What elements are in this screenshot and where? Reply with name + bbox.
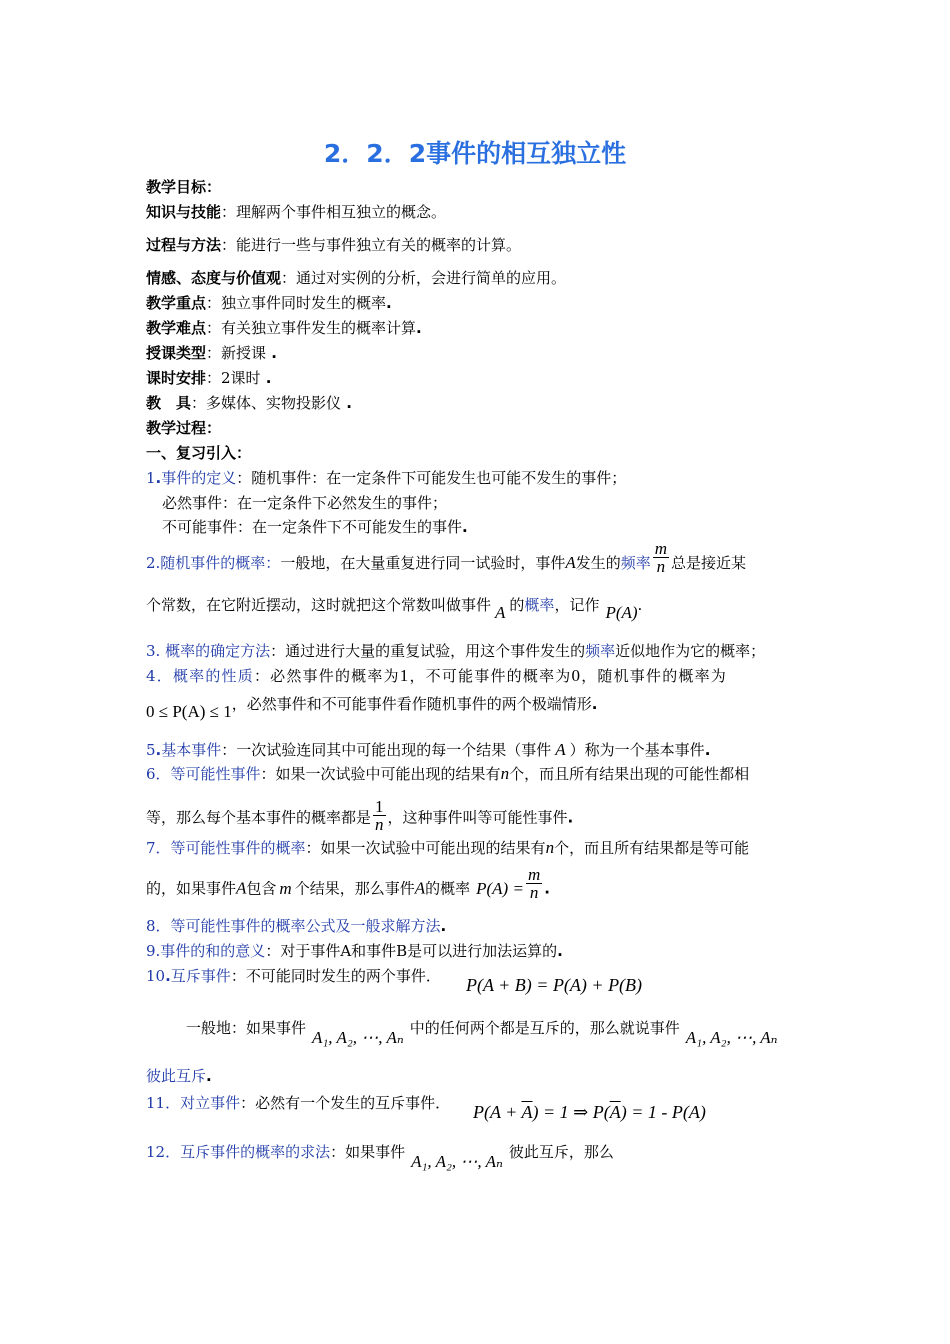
- lesson-hours-label: 课时安排: [146, 369, 207, 387]
- item-3: [146, 641, 765, 661]
- item-7-n: n: [545, 838, 555, 857]
- item-6-fraction-num: 1: [375, 797, 384, 816]
- difficulty-text: ：有关独立事件发生的概率计算: [206, 319, 417, 337]
- item-3-text-b: 近似地作为它的概率；: [615, 642, 766, 660]
- item-7-text-a: ：如果一次试验中可能出现的结果有: [305, 839, 546, 857]
- item-6-fraction-den: n: [375, 815, 384, 834]
- item-6-line-2: 等，那么每个基本事件的概率都是 $\frac{1}{n}$ ，这种事件叫等可能性事件.: [146, 797, 574, 834]
- item-10-line-2-b: 中的任何两个都是互斥的，那么就说事件: [409, 1019, 680, 1037]
- item-4: [146, 666, 727, 686]
- item-6: [146, 764, 749, 784]
- review-heading: 一、复习引入：: [146, 444, 252, 462]
- item-10: 10.互斥事件：不可能同时发生的两个事件．: [146, 967, 441, 985]
- key-point: 教学重点：独立事件同时发生的概率.: [146, 294, 392, 312]
- difficulty-label: 教学难点: [146, 319, 207, 337]
- item-1-text: ：随机事件：在一定条件下可能发生也可能不发生的事件；: [236, 469, 627, 487]
- item-7-line-2: 的，如果事件A包含 m 个结果，那么事件A的概率 P(A) = $\frac{m}{n}$ .: [146, 865, 550, 902]
- item-10-line-3: 彼此互斥.: [146, 1067, 212, 1085]
- item-12-text-a: ：如果事件: [330, 1143, 406, 1161]
- item-11: [146, 1093, 450, 1113]
- objective-knowledge-label: 知识与技能: [146, 203, 222, 221]
- item-7-line-2-b: 包含: [246, 879, 277, 898]
- item-2-text-b: 发生的: [575, 554, 621, 572]
- item-6-label: 6．等可能性事件: [146, 765, 261, 783]
- item-1-line-3: 不可能事件：在一定条件下不可能发生的事件.: [162, 518, 468, 536]
- item-5-event-a: A: [555, 740, 566, 759]
- item-5-text-b: ）称为一个基本事件: [569, 741, 705, 759]
- item-6-n: n: [500, 764, 510, 783]
- item-7-event-a: A: [236, 878, 247, 898]
- objective-emotion-label: 情感、态度与价值观: [146, 269, 282, 287]
- item-10-line-2: [186, 1018, 778, 1047]
- item-2-text-c: 总是接近某: [671, 554, 747, 572]
- item-6-text-b: 个，而且所有结果出现的可能性都相: [509, 765, 750, 783]
- sum-formula: P(A + B) = P(A) + P(B): [466, 975, 643, 995]
- item-3-frequency: 频率: [585, 642, 616, 660]
- teaching-tools-label: 教 具: [146, 394, 192, 412]
- item-12-seq: A₁, A₂, ⋯, Aₙ: [411, 1152, 503, 1171]
- opposite-formula-c: ) = 1 ⇒ P(: [532, 1102, 610, 1122]
- item-7-m: m: [279, 878, 292, 898]
- objective-process: [146, 235, 521, 255]
- item-12-label: 12．互斥事件的概率的求法: [146, 1143, 331, 1161]
- teaching-tools-text: ：多媒体、实物投影仪: [191, 394, 342, 412]
- objectives-heading: 教学目标：: [146, 178, 222, 196]
- item-6-fraction: [373, 798, 386, 833]
- key-point-text: ：独立事件同时发生的概率: [206, 294, 387, 312]
- teaching-tools: 教 具：多媒体、实物投影仪 .: [146, 394, 352, 412]
- item-10-number: 10: [146, 967, 166, 985]
- item-1-label: 事件的定义: [161, 469, 237, 487]
- item-10-line-2-a: 一般地：如果事件: [186, 1019, 307, 1037]
- objective-emotion-text: ：通过对实例的分析，会进行简单的应用。: [281, 269, 567, 287]
- item-10-label: 互斥事件: [170, 967, 231, 985]
- item-4-label: 4．概率的性质: [146, 667, 254, 685]
- difficulty-point: 教学难点：有关独立事件发生的概率计算.: [146, 319, 422, 337]
- key-point-label: 教学重点: [146, 294, 207, 312]
- item-7-pa-eq: P(A) =: [476, 878, 524, 898]
- item-11-text: ：必然有一个发生的互斥事件．: [240, 1094, 451, 1112]
- item-2-event-a-2: A: [495, 603, 506, 622]
- item-7-fraction-den: n: [529, 883, 539, 902]
- opposite-formula-a: P(A +: [473, 1102, 522, 1122]
- item-7-fraction: [526, 866, 542, 901]
- item-6-line-2-a: 等，那么每个基本事件的概率都是: [146, 808, 372, 827]
- item-4-one: 1: [399, 666, 410, 685]
- objective-process-text: ：能进行一些与事件独立有关的概率的计算。: [221, 236, 522, 254]
- item-6-line-2-b: ，这种事件叫等可能性事件: [387, 808, 568, 827]
- item-10-seq-2: A₁, A₂, ⋯, Aₙ: [685, 1028, 778, 1047]
- item-2-fraction: [653, 540, 669, 575]
- lesson-type-text: ：新授课: [206, 344, 267, 362]
- item-7: [146, 838, 749, 858]
- item-2-line-2-b: 的: [509, 596, 525, 614]
- item-10-seq-1: A₁, A₂, ⋯, Aₙ: [312, 1028, 404, 1047]
- item-7-text-b: 个，而且所有结果都是等可能: [554, 839, 750, 857]
- item-5: 5.基本事件：一次试验连同其中可能出现的每一个结果（事件 A ）称为一个基本事件.: [146, 740, 711, 759]
- item-7-fraction-num: m: [527, 865, 541, 884]
- item-4-zero: 0: [571, 666, 582, 685]
- item-7-line-2-d: 的概率: [425, 879, 471, 898]
- item-7-label: 7．等可能性事件的概率: [146, 839, 306, 857]
- item-2-line-2: 个常数，在它附近摆动，这时就把这个常数叫做事件 A 的概率，记作 P(A).: [146, 596, 643, 622]
- item-2-fraction-den: n: [656, 556, 666, 576]
- item-8-label: 8．等可能性事件的概率公式及一般求解方法: [146, 917, 441, 935]
- item-4-line-2-text: ，必然事件和不可能事件看作随机事件的两个极端情形: [231, 695, 592, 713]
- objective-emotion: [146, 268, 566, 288]
- item-1: 1.事件的定义：随机事件：在一定条件下可能发生也可能不发生的事件；: [146, 469, 627, 487]
- item-11-label: 11．对立事件: [146, 1094, 241, 1112]
- item-2-frequency: 频率: [620, 554, 651, 572]
- item-2-event-a: A: [565, 553, 576, 572]
- item-10-line-3-text: 彼此互斥: [146, 1067, 207, 1085]
- item-2-label: 2.随机事件的概率：: [146, 554, 281, 572]
- item-2-pa: P(A): [605, 603, 638, 622]
- item-5-text-a: ：一次试验连同其中可能出现的每一个结果（事件: [221, 741, 552, 759]
- item-9-text: ：对于事件A和事件B是可以进行加法运算的: [265, 942, 558, 960]
- objective-knowledge-text: ：理解两个事件相互独立的概念。: [221, 203, 447, 221]
- item-9: 9.事件的和的意义：对于事件A和事件B是可以进行加法运算的.: [146, 942, 563, 960]
- item-4-line-2: 0 ≤ P(A) ≤ 1，必然事件和不可能事件看作随机事件的两个极端情形.: [146, 695, 598, 721]
- lesson-type-label: 授课类型: [146, 344, 207, 362]
- item-2: [146, 538, 747, 576]
- lesson-hours: 课时安排：2课时 .: [146, 369, 272, 387]
- objective-process-label: 过程与方法: [146, 236, 222, 254]
- item-7-line-2-a: 的，如果事件: [146, 879, 237, 898]
- item-7-line-2-c: 个结果，那么事件: [294, 879, 415, 898]
- lesson-type: 授课类型：新授课 .: [146, 344, 277, 362]
- item-4-text-a: ：必然事件的概率为: [253, 667, 400, 685]
- page-title: 2．2．2事件的相互独立性: [323, 139, 627, 168]
- item-2-fraction-num: m: [654, 538, 668, 558]
- item-3-label: 3. 概率的确定方法: [146, 642, 271, 660]
- item-2-text-a: 一般地，在大量重复进行同一试验时，事件: [280, 554, 566, 572]
- item-8: 8．等可能性事件的概率公式及一般求解方法.: [146, 917, 447, 935]
- process-heading: 教学过程：: [146, 419, 222, 437]
- item-9-label: 9.事件的和的意义: [146, 942, 266, 960]
- item-12: [146, 1142, 614, 1171]
- item-2-line-2-a: 个常数，在它附近摆动，这时就把这个常数叫做事件: [146, 596, 492, 614]
- item-12-text-b: 彼此互斥，那么: [508, 1143, 614, 1161]
- opposite-formula: [473, 1102, 706, 1123]
- item-1-number: 1: [146, 469, 156, 487]
- item-2-line-2-c: ，记作: [554, 596, 600, 614]
- item-2-probability: 概率: [524, 596, 555, 614]
- item-4-text-b: ，不可能事件的概率为: [409, 667, 572, 685]
- item-3-text-a: ：通过进行大量的重复试验，用这个事件发生的: [270, 642, 586, 660]
- item-4-range: 0 ≤ P(A) ≤ 1: [146, 702, 232, 721]
- item-5-label: 基本事件: [161, 741, 222, 759]
- opposite-formula-abar-2: $\overline{A}$: [609, 1102, 621, 1122]
- item-5-number: 5: [146, 741, 156, 759]
- item-4-text-c: ，随机事件的概率为: [581, 667, 727, 685]
- item-6-text-a: ：如果一次试验中可能出现的结果有: [260, 765, 501, 783]
- opposite-formula-e: ) = 1 - P(A): [620, 1102, 706, 1122]
- item-10-text: ：不可能同时发生的两个事件．: [230, 967, 441, 985]
- item-1-line-2: 必然事件：在一定条件下必然发生的事件；: [162, 494, 448, 512]
- objective-knowledge: [146, 202, 446, 222]
- lesson-hours-text: ：2课时: [206, 369, 261, 387]
- item-7-event-a-2: A: [414, 878, 426, 898]
- opposite-formula-abar-1: $\overline{A}$: [521, 1102, 533, 1122]
- item-1-line-3-text: 不可能事件：在一定条件下不可能发生的事件: [162, 518, 463, 536]
